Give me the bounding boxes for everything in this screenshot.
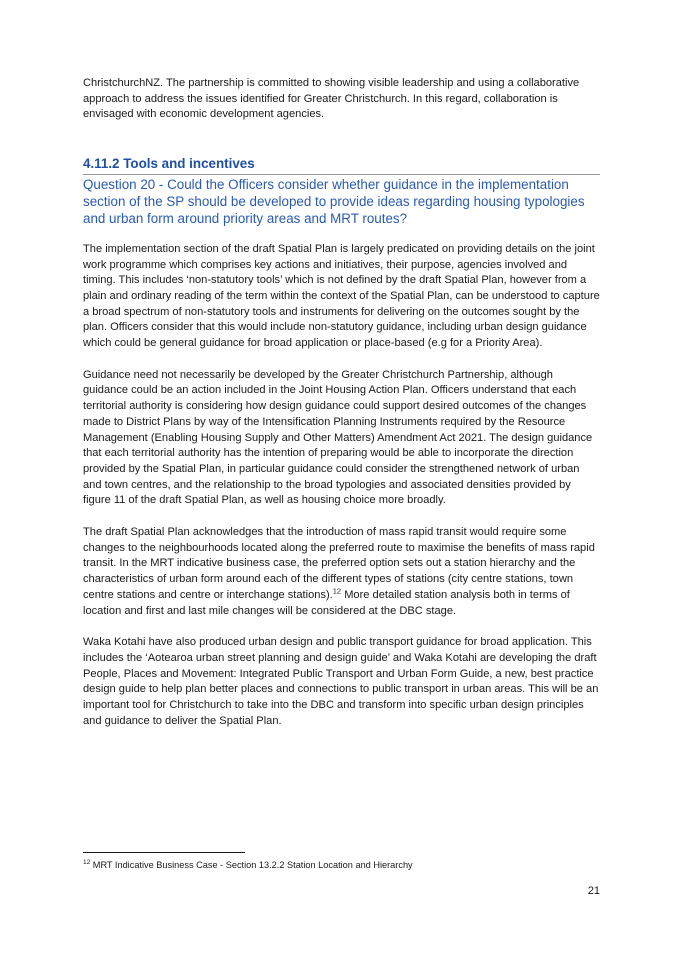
section-heading: 4.11.2 Tools and incentives [83, 155, 600, 175]
page-content [83, 76, 600, 746]
paragraph-mrt [83, 525, 600, 619]
paragraph-implementation: The implementation section of the draft Spatial Plan is largely predicated on providing details on the joint work programme which comprises key actions and initiatives, their purpose, agencies involved and timing. This includes ‘non-statutory tools’ which is not defined by the draft Spatial Plan, however from a plain and ordinary reading of the term within the context of the Spatial Plan, can be understood to capture a broad spectrum of non-statutory tools and instruments for delivering on the outcomes sought by the plan. Officers consider that this would include non-statutory guidance, including urban design guidance which could be general guidance for broad application or place-based (e.g for a Priority Area). [83, 242, 600, 350]
footnote-text: MRT Indicative Business Case - Section 13.2.2 Station Location and Hierarchy [90, 860, 413, 870]
footnote [83, 859, 600, 871]
paragraph-mrt-text-continued: More detailed station analysis both in terms of location and first and last mile changes will be considered at the DBC stage. [83, 588, 570, 617]
intro-paragraph: ChristchurchNZ. The partnership is committed to showing visible leadership and using a collaborative approach to address the issues identified for Greater Christchurch. In this regard, collaboration is envisaged with economic development agencies. [83, 77, 580, 121]
page-number: 21 [587, 885, 600, 897]
paragraph-waka-kotahi: Waka Kotahi have also produced urban design and public transport guidance for broad application. This includes the ‘Aotearoa urban street planning and design guide’ and Waka Kotahi are developing the draft People, Places and Movement: Integrated Public Transport and Urban Form Guide, a new, best practice design guide to help plan better places and connections to public transport in urban areas. This will be an important tool for Christchurch to take into the DBC and transform into specific urban design principles and guidance to deliver the Spatial Plan. [83, 636, 599, 727]
question-heading: Question 20 - Could the Officers consider whether guidance in the implementation section of the SP should be developed to provide ideas regarding housing typologies and urban form around priority areas and MRT routes? [83, 177, 585, 226]
paragraph-guidance: Guidance need not necessarily be developed by the Greater Christchurch Partnership, although guidance could be an action included in the Joint Housing Action Plan. Officers understand that each territorial authority is considering how design guidance could support desired outcomes of the changes made to District Plans by way of the Intensification Planning Instruments required by the Resource Management (Enabling Housing Supply and Other Matters) Amendment Act 2021. The design guidance that each territorial authority has the intention of preparing would be able to incorporate the direction provided by the Spatial Plan, in particular guidance could consider the strengthened network of urban and town centres, and the relationship to the broad typologies and associated densities provided by figure 11 of the draft Spatial Plan, as well as housing choice more broadly. [83, 368, 593, 507]
footnote-divider [83, 852, 245, 853]
footnote-reference[interactable]: 12 [332, 586, 342, 596]
footnote-number: 12 [83, 858, 91, 866]
paragraph-mrt-text: The draft Spatial Plan acknowledges that the introduction of mass rapid transit would require some changes to the neighbourhoods located along the preferred route to maximise the benefits of mass rapid transit. In the MRT indicative business case, the preferred option sets out a station hierarchy and the characteristics of urban form around each of the different types of stations (city centre stations, town centre stations and centre or interchange stations). [83, 526, 595, 601]
